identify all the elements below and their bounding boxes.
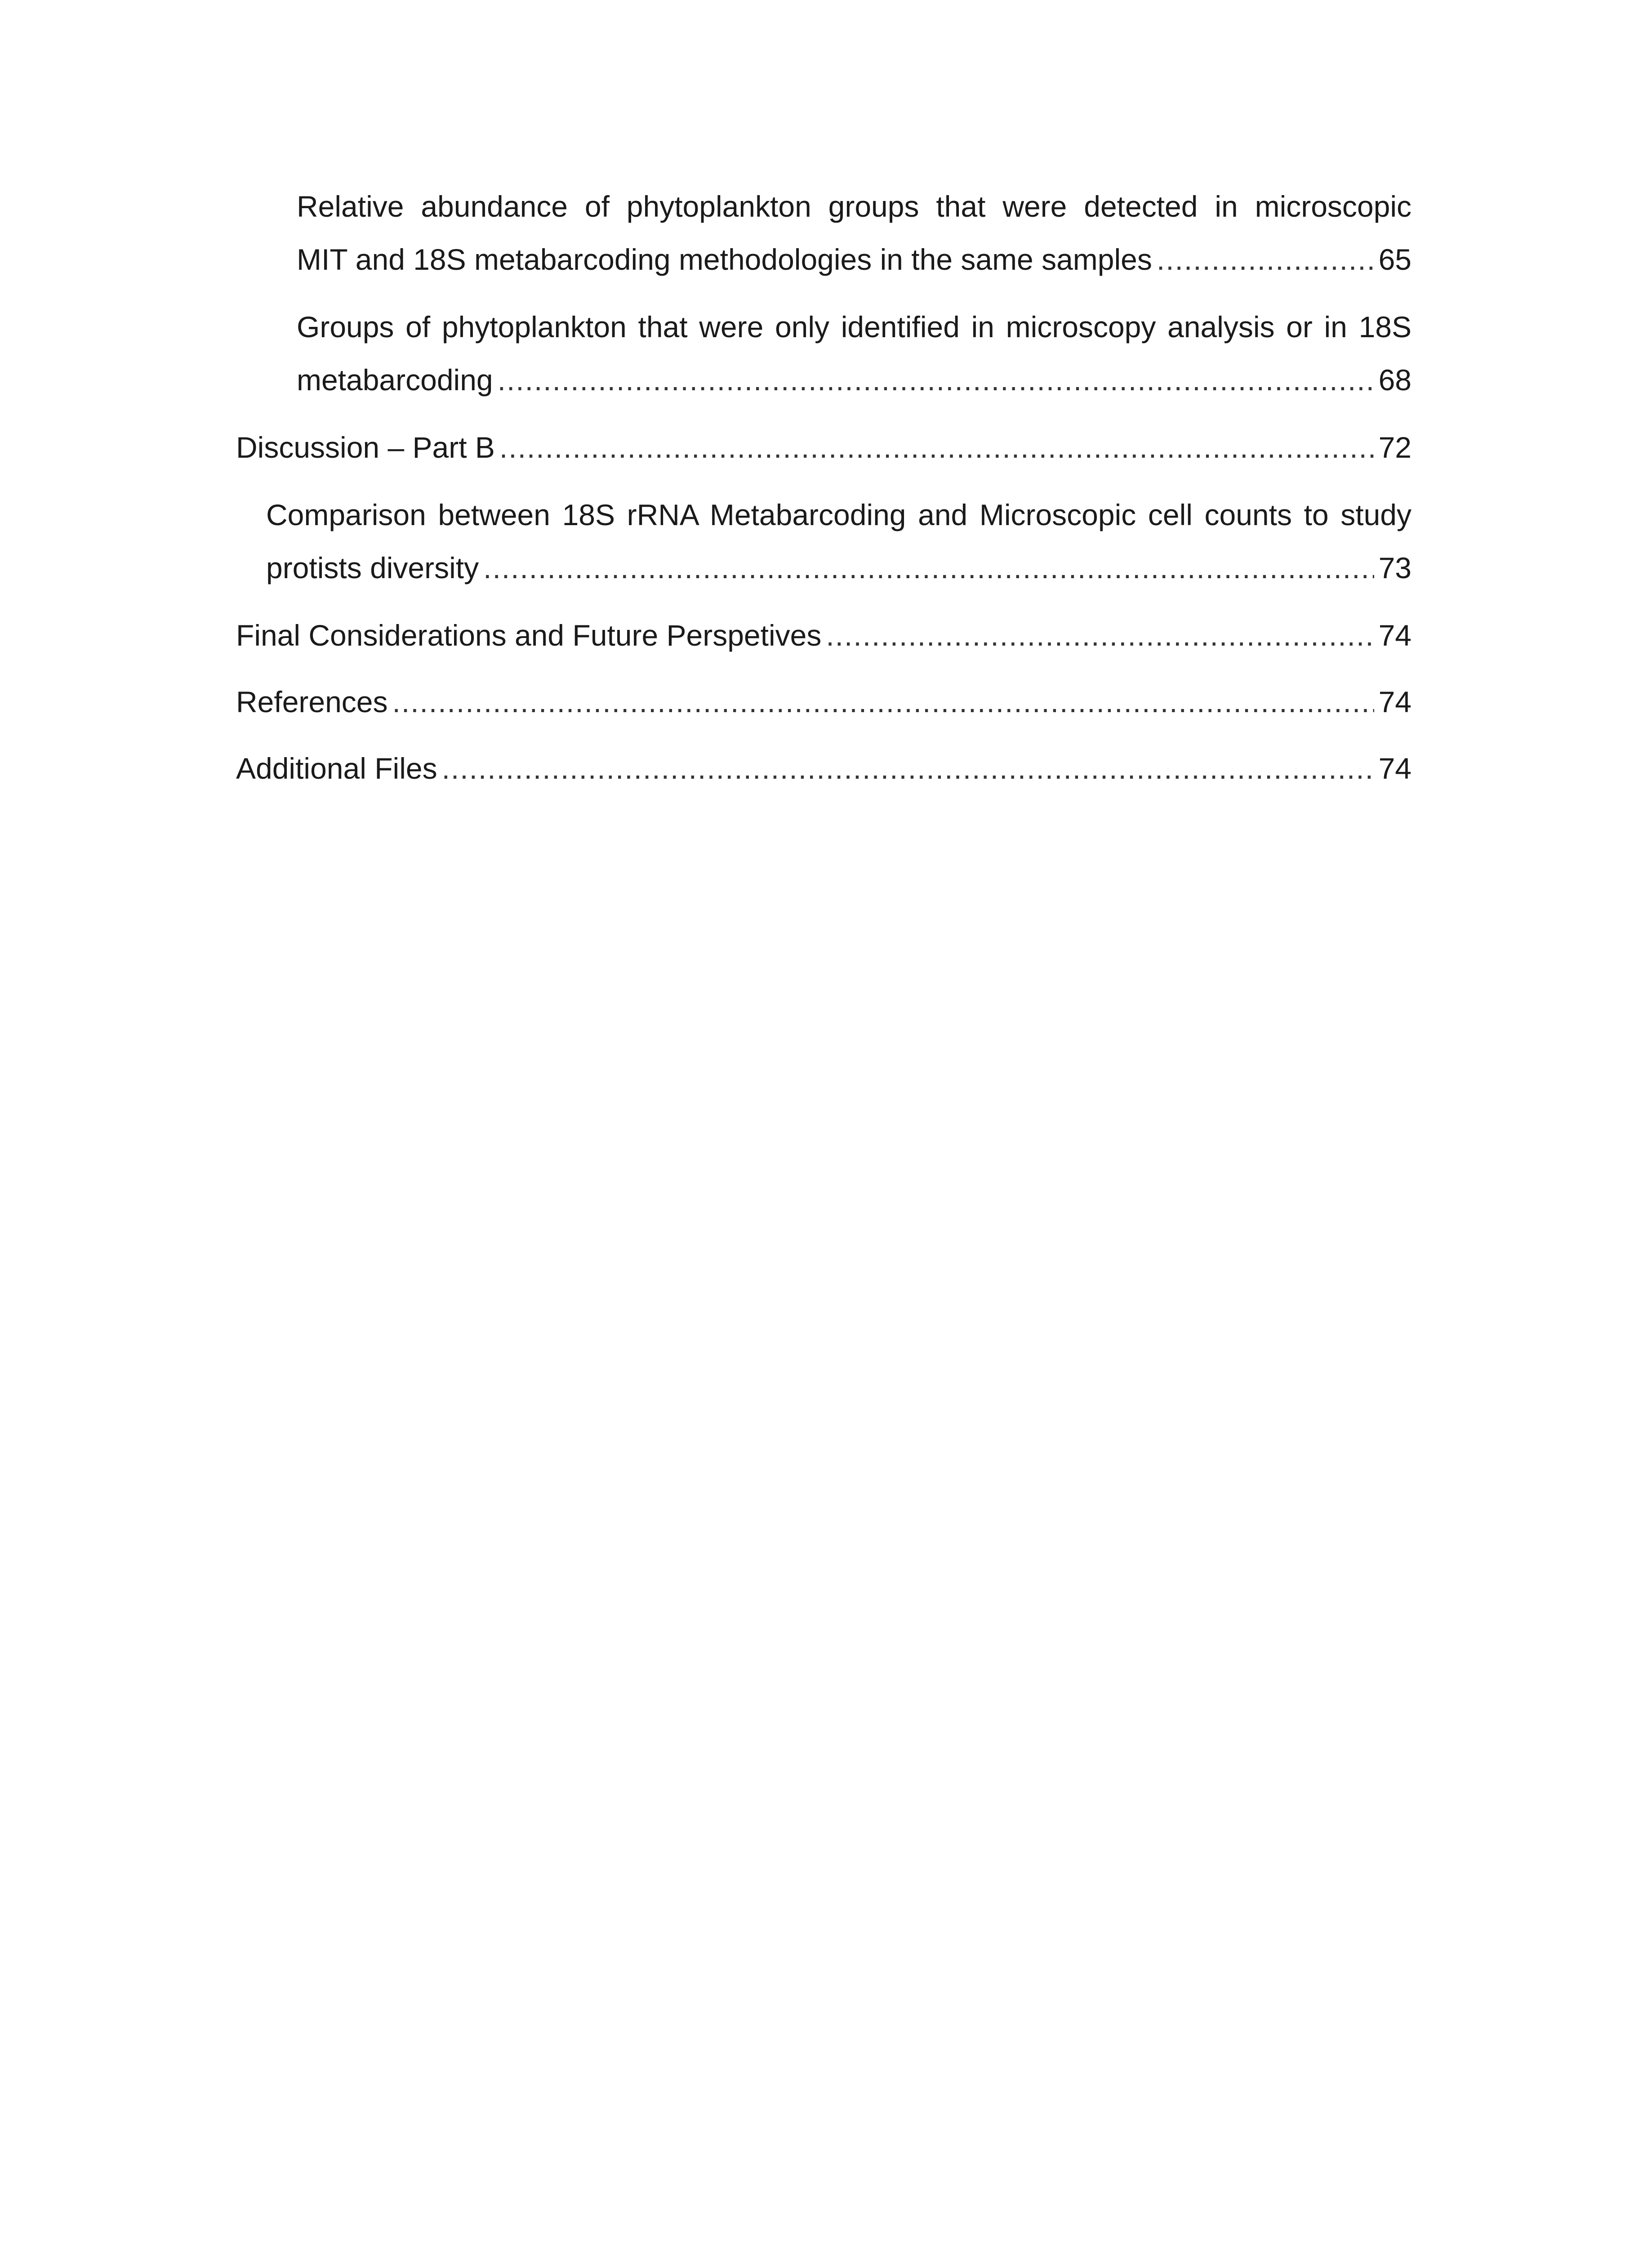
dot-leader — [442, 742, 1374, 795]
dot-leader — [1157, 233, 1374, 286]
toc-page-number: 73 — [1378, 551, 1412, 584]
toc-page-number: 74 — [1378, 752, 1412, 785]
toc-entry-relative-abundance[interactable] — [297, 180, 1412, 286]
toc-page-number: 68 — [1378, 363, 1412, 397]
toc-entry-title-line2: protists diversity — [266, 551, 479, 584]
dot-leader — [392, 675, 1374, 728]
toc-entry-title: Discussion – Part B — [236, 431, 495, 464]
toc-entry-title-line1: Comparison between 18S rRNA Metabarcoding and Microscopic cell counts to study — [266, 498, 1412, 531]
dot-leader — [826, 609, 1374, 662]
toc-entry-comparison[interactable] — [266, 488, 1412, 594]
toc-entry-title-line2: MIT and 18S metabarcoding methodologies in the same samples — [297, 243, 1152, 276]
toc-entry-final-considerations[interactable] — [236, 609, 1412, 662]
toc-entry-references[interactable] — [236, 675, 1412, 728]
toc-entry-title: Additional Files — [236, 752, 437, 785]
toc-page-number: 65 — [1378, 243, 1412, 276]
toc-entry-additional-files[interactable] — [236, 742, 1412, 795]
toc-entry-groups-of-phytoplankton[interactable] — [297, 300, 1412, 406]
toc-entry-discussion-part-b[interactable] — [236, 421, 1412, 474]
toc-entry-title-line1: Relative abundance of phytoplankton groups that were detected in microscopic — [297, 190, 1412, 223]
toc-entry-title: Final Considerations and Future Perspetives — [236, 619, 822, 652]
dot-leader — [483, 541, 1374, 594]
toc-entry-title-line1: Groups of phytoplankton that were only identified in microscopy analysis or in 18S — [297, 310, 1412, 343]
toc-page-number: 74 — [1378, 619, 1412, 652]
toc-entry-title-line2: metabarcoding — [297, 363, 493, 397]
toc-page-number: 74 — [1378, 685, 1412, 718]
dot-leader — [499, 421, 1374, 474]
dot-leader — [498, 353, 1374, 406]
toc-entry-title: References — [236, 685, 388, 718]
toc-page-number: 72 — [1378, 431, 1412, 464]
